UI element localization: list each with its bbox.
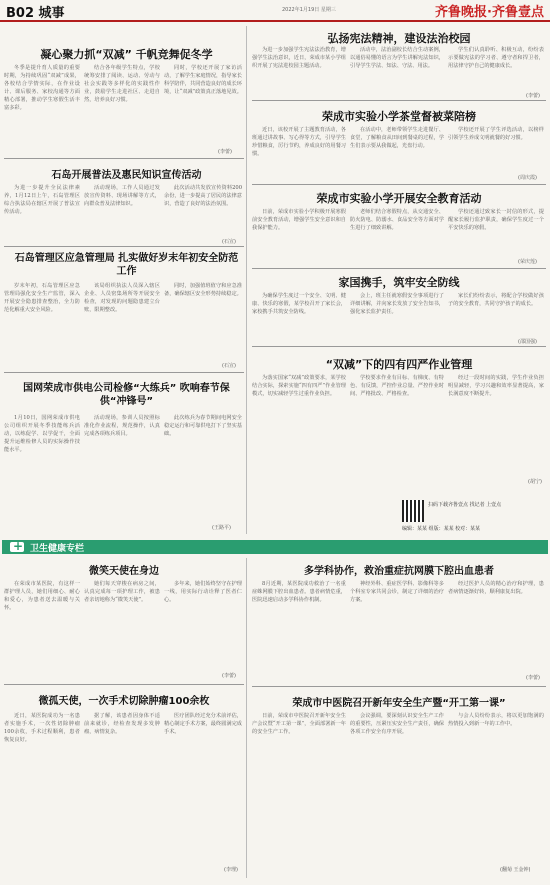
- article-column: 此次练兵为春节期间电网安全稳定运行和可靠供电打下了坚实基础。: [164, 415, 242, 438]
- byline: (李蕾): [218, 149, 232, 155]
- article-column: 该局组织执法人员深入辖区企业、人员密集场所等开展安全检查，对发现的问题隐患建立台账，限期整改。: [84, 283, 160, 314]
- article-title-home-school: 家国携手，筑牢安全防线: [338, 276, 460, 289]
- byline: (李蕾): [222, 673, 236, 679]
- byline: (李理): [224, 867, 238, 873]
- article-title-safety-edu: 荣成市实验小学开展安全教育活动: [316, 192, 482, 205]
- article-column: 在活动中，老师带领学生走进餐厅、食堂，了解粮食从田间到餐桌的过程，学生们表示要从我做起，光盘行动。: [350, 127, 444, 150]
- article-column: 岁末年初，石岛管理区应急管理局强化安全生产监管，深入开展安全隐患排查整治，全力防范化解重大安全风险。: [4, 283, 80, 314]
- byline: (王路平): [212, 525, 231, 531]
- article-column: 为进一步加强学生宪法法治教育，增强学生法治意识，近日，荣成市某小学组织开展了宪法进校园主题活动。: [252, 47, 346, 70]
- article-column: 家长们纷纷表示，将配合学校做好孩子的安全教育，共同守护孩子的成长。: [448, 293, 544, 308]
- article-column: 经过医护人员的精心治疗和护理，患者病情逐渐好转，顺利康复出院。: [448, 581, 544, 596]
- article-column: 多年来，她们始终坚守在护理一线，用实际行动诠释了医者仁心。: [164, 581, 242, 604]
- byline: (荣庆莲): [518, 259, 537, 265]
- article-column: 为进一步提升全民法律素养，1月12日上午，石岛管理区综合执法局在辖区开展了普法宣传活动。: [4, 185, 80, 216]
- article-column: 结合各年级学生特点，学校统筹安排了阅读、运动、劳动与社会实践等多样化的实践性作业，鼓励学生走进社区、走进自然，培养良好习惯。: [84, 65, 160, 104]
- article-column: 老师们结合寒假特点，从交通安全、防火防电、防溺水、食品安全等方面对学生进行了细致讲解。: [350, 209, 444, 232]
- article-column: 会议强调，要深刻认识安全生产工作的重要性，压紧压实安全生产责任，确保各项工作安全有序开展。: [350, 713, 444, 736]
- article-title-smile-angel: 微笑天使在身边: [89, 566, 159, 577]
- article-column: 日前，荣成市实验小学积极开展寒假前安全教育活动，增强学生安全意识和自我保护能力。: [252, 209, 346, 232]
- article-column: 1月10日，国网荣成市供电公司组织开展冬季技能练兵活动，以练促学、以学促干，全面提升运维检修人员的实际操作技能水平。: [4, 415, 80, 454]
- article-title-shidao-law: 石岛开展普法及惠民知识宣传活动: [51, 170, 202, 181]
- article-column: 近日，某医院成功为一名患者实施手术，一次性切除肿瘤100余枚，手术过程顺利，患者恢复良好。: [4, 713, 80, 744]
- divider: [252, 346, 546, 347]
- page-header: [0, 0, 550, 22]
- divider: [252, 686, 546, 687]
- byline: (李蕾): [526, 93, 540, 99]
- article-column: 与会人员纷纷表示，将以更加饱满的热情投入到新一年的工作中。: [448, 713, 544, 728]
- article-column: 据了解，该患者因身体不适前来就诊，经检查发现多发肿瘤，病情复杂。: [84, 713, 160, 736]
- article-column: 她们每天穿梭在病房之间，认真完成每一项护理工作，被患者亲切地称为“微笑天使”。: [84, 581, 160, 604]
- article-title-dining: 荣成市实验小学茶堂督被菜陪榜: [322, 110, 476, 123]
- article-column: 神经外科、重症医学科、影像科等多个科室专家共同会诊，制定了详细的治疗方案。: [350, 581, 444, 604]
- article-column: 近日，该校开展了主题教育活动，各班通过讲故事、写心得等方式，引导学生珍惜粮食，厉行节约，养成良好的用餐习惯。: [252, 127, 346, 158]
- divider: [4, 246, 244, 247]
- article-column: 日前，荣成市中医院召开新年安全生产会议暨“开工第一课”，全面部署新一年的安全生产工作。: [252, 713, 346, 736]
- divider: [252, 268, 546, 269]
- byline: (周庆霞): [518, 175, 537, 181]
- article-column: 学校还开展了学生评选活动，以榜样引领学生养成文明就餐的好习惯。: [448, 127, 544, 142]
- article-column: 学校还通过致家长一封信的形式，提醒家长履行监护职责，确保学生度过一个平安快乐的寒假。: [448, 209, 544, 232]
- byline: (胡宁): [528, 479, 542, 485]
- article-column: 活动现场，参训人员按照标准化作业流程，规范操作，认真完成各项练兵项目。: [84, 415, 160, 438]
- article-column: 经过一段时间的实践，学生作业负担明显减轻，学习兴趣和效率显著提高，家长满意度不断提升。: [448, 375, 544, 398]
- qr-code[interactable]: [402, 500, 424, 522]
- article-column: 在荣成市某医院，有这样一群护理人员，她们用细心、耐心和爱心，为患者送去温暖与关怀。: [4, 581, 80, 612]
- article-title-tumor-surgery: 微孤天使，一次手术切除肿瘤100余枚: [38, 696, 210, 707]
- health-column-label: 卫生健康专栏: [30, 544, 85, 554]
- article-title-homework: “双减”下的四有四严作业管理: [325, 358, 473, 371]
- article-column: 医疗团队经过充分术前评估，精心制定手术方案，最终圆满完成手术。: [164, 713, 242, 736]
- article-title-constitution: 弘扬宪法精神，建设法治校园: [327, 32, 471, 45]
- divider: [252, 100, 546, 101]
- article-title-power-grid: 国网荣成市供电公司检修“大练兵” 吹响春节保供“冲锋号”: [23, 383, 230, 407]
- byline: (李蕾): [526, 675, 540, 681]
- article-column: 8月近期，某医院成功救治了一名重症蛛网膜下腔出血患者。患者病情危重，医院迅速启动多学科协作机制。: [252, 581, 346, 604]
- section-title: B02 城事: [6, 6, 65, 21]
- article-column: 活动现场，工作人员通过发放宣传资料、现场讲解等方式，向群众普及法律知识。: [84, 185, 160, 208]
- article-column: 为确保学生度过一个安全、文明、健康、快乐的寒假，某学校召开了家长会，家校携手共筑安全防线。: [252, 293, 346, 316]
- article-column: 此次活动共发放宣传资料200余份，进一步提高了居民的法律意识，营造了良好的法治氛围。: [164, 185, 242, 208]
- article-title-multidisciplinary: 多学科协作，救治重症抗网膜下腔出血患者: [304, 566, 494, 577]
- qr-caption: 扫码下载齐鲁壹点 找记者 上壹点: [428, 502, 502, 508]
- column-divider: [246, 558, 247, 878]
- divider: [4, 158, 244, 159]
- health-column-band: [2, 540, 548, 554]
- medical-cross-icon: [10, 542, 24, 552]
- article-title-safety-lesson: 荣成市中医院召开新年安全生产暨“开工第一课”: [292, 698, 506, 709]
- article-column: 会上，班主任就寒假安全事项进行了详细讲解，并向家长发放了安全告知书，强化家长监护责任。: [350, 293, 444, 316]
- column-divider: [246, 26, 247, 534]
- article-column: 同时，学校还开展了家访活动，了解学生家庭情况，指导家长科学陪伴，共同营造良好的成长环境，让“双减”政策真正落地见效。: [164, 65, 242, 96]
- article-title-emergency: 石岛管理区应急管理局 扎实做好岁末年初安全防范工作: [14, 253, 239, 277]
- newspaper-logo: 齐鲁晚报·齐鲁壹点: [435, 5, 544, 20]
- byline: (石宣): [222, 363, 236, 369]
- article-column: 为落实国家“双减”政策要求，某学校结合实际，探索实施“四有四严”作业管理模式，切实减轻学生过重作业负担。: [252, 375, 346, 398]
- article-title-double-reduction: 凝心聚力抓“双减” 千帆竞舞促冬学: [40, 48, 213, 61]
- editor-credits: 编辑：某某 组版：某某 校对：某某: [402, 526, 481, 532]
- publish-date: 2022年1月19日 星期三: [282, 7, 336, 13]
- article-column: 活动中，法治副校长结合生动案例，以通俗易懂的语言为学生讲解宪法知识，引导学生学法、知法、守法、用法。: [350, 47, 444, 70]
- article-column: 同时，加强值班值守和应急准备，确保辖区安全形势持续稳定。: [164, 283, 242, 298]
- divider: [4, 372, 244, 373]
- divider: [252, 184, 546, 185]
- byline: (邵国强): [518, 339, 537, 345]
- byline: (翻菊 王金钟): [500, 867, 531, 873]
- article-column: 学生们认真聆听、积极互动，纷纷表示要做宪法的学习者、遵守者和捍卫者，用法律守护自己的健康成长。: [448, 47, 544, 70]
- byline: (石宣): [222, 239, 236, 245]
- article-column: 冬季是提升育人质量的重要时期，为持续巩固“双减”成果，各校结合学情实际，在作业设计、课后服务、家校沟通等方面精心部署，推动学生寒假生活丰富多彩。: [4, 65, 80, 112]
- divider: [4, 684, 244, 685]
- article-column: 学校要求作业有目标、有梯度、有特色、有反馈，严控作业总量、严控作业时间、严格批改、严格检查。: [350, 375, 444, 398]
